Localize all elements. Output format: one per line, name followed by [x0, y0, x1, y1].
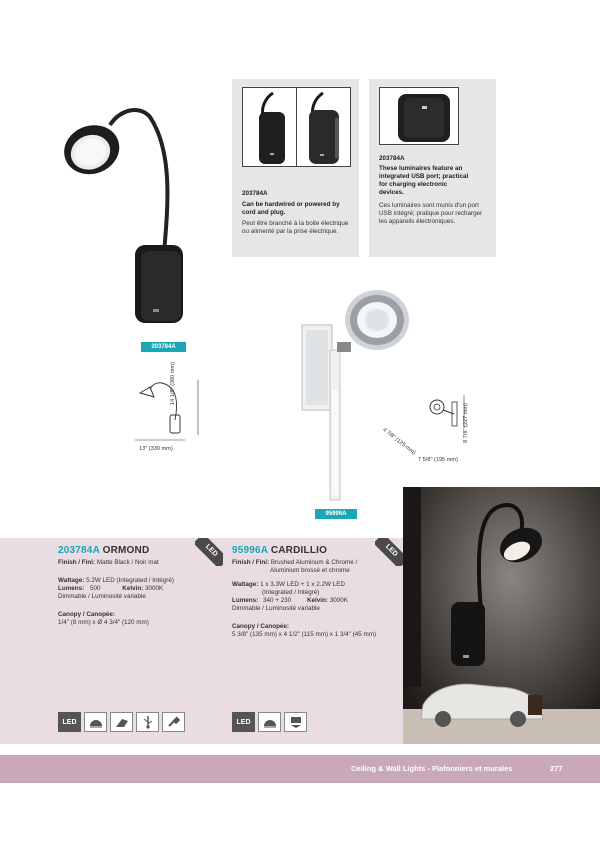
product1-canopy-label: Canopy / Canopée:: [58, 611, 116, 618]
product2-canopy-value: 5 3/8" (135 mm) x 4 1/2" (115 mm) x 1 3/4" (45 mm): [232, 631, 377, 638]
product2-lumens-label: Lumens:: [232, 597, 259, 604]
dimmer-icon: [258, 712, 281, 732]
product1-name: ORMOND: [102, 545, 150, 556]
product1-title: [58, 545, 208, 556]
product2-finish-value2: Aluminium brossé et chrome: [270, 567, 350, 574]
product1-dimmable: Dimmable / Luminosité variable: [58, 593, 146, 600]
product2-wattage-value: 1 x 3.3W LED + 1 x 2.2W LED: [260, 581, 345, 588]
product2-lumens-value: 340 + 230: [263, 597, 292, 604]
ormond-width-dimension: 13" (330 mm): [139, 446, 173, 452]
product1-lumens-value: 500: [90, 585, 101, 592]
product2-finish-label: Finish / Fini:: [232, 559, 270, 566]
led-icon: LED: [232, 712, 255, 732]
product2-finish-value: Brushed Aluminum & Chrome /: [270, 559, 358, 566]
product1-kelvin-label: Kelvin:: [122, 585, 144, 592]
product1-section: [58, 545, 208, 627]
product2-wattage-value2: (Integrated / Intégré): [262, 589, 320, 596]
product2-name: CARDILLIO: [270, 545, 328, 556]
product2-canopy-label: Canopy / Canopée:: [232, 623, 290, 630]
hardwire-info-box: [232, 79, 359, 257]
product1-wattage-value: 5.2W LED (Integrated / Intégré): [86, 577, 174, 584]
product2-wattage: [232, 581, 392, 589]
product1-icons: [58, 712, 185, 732]
product1-lumens-label: Lumens:: [58, 585, 85, 592]
hardwire-code: 203784A: [242, 190, 268, 197]
product2-title: [232, 545, 392, 556]
ormond-height-dimension: 14 1/8" (360 mm): [170, 361, 176, 405]
product1-finish-value: Matte Black / Noir mat: [96, 559, 159, 566]
hardwire-text-fr: Peut être branché à la boite électrique ou alimenté par la prise électrique.: [242, 220, 349, 235]
cardillio-depth-dimension: 4 7/8" (125 mm): [381, 427, 417, 457]
product1-lumens-row: [58, 585, 208, 593]
cardillio-lamp-image: [290, 280, 420, 505]
product2-led-badge: LED: [375, 538, 403, 566]
product2-code: 95996A: [232, 545, 268, 556]
usb-code: 203784A: [379, 155, 405, 162]
product2-wattage-label: Wattage:: [232, 581, 259, 588]
usb-photo-frame: [379, 87, 459, 145]
product1-canopy-value: 1/4" (8 mm) x Ø 4 3/4" (120 mm): [58, 619, 149, 626]
cardillio-height-dimension: 8 7/8" (227 mm): [463, 403, 469, 443]
product2-section: [232, 545, 392, 639]
product1-wattage-label: Wattage:: [58, 577, 85, 584]
product2-finish: [232, 559, 392, 567]
product2-icons: [232, 712, 307, 732]
product1-finish: [58, 559, 208, 567]
wall-mount-icon: [284, 712, 307, 732]
usb-info-box: [369, 79, 496, 257]
footer-section-title: Ceiling & Wall Lights - Plafonniers et murales: [351, 764, 513, 773]
product1-code: 203784A: [58, 545, 100, 556]
hardwire-text-en: Can be hardwired or powered by cord and plug.: [242, 201, 340, 216]
cardillio-width-dimension: 7 5/8" (195 mm): [418, 457, 458, 463]
product2-kelvin-value: 3000K: [329, 597, 348, 604]
ormond-lamp-image: [55, 95, 205, 345]
product2-kelvin-label: Kelvin:: [306, 597, 328, 604]
hardwire-photo-frame: [242, 87, 351, 167]
plug-icon: [162, 712, 185, 732]
product1-wattage: [58, 577, 208, 585]
dimmer-icon: [84, 712, 107, 732]
ormond-image-label: 203784A: [141, 342, 186, 352]
product2-lumens-row: [232, 597, 392, 605]
product1-led-badge: LED: [195, 538, 223, 566]
product2-dimmable: Dimmable / Luminosité variable: [232, 605, 320, 612]
usb-text-fr: Ces luminaires sont munis d'un port USB intégré; pratique pour recharger les appareils électroniques.: [379, 202, 483, 225]
product1-kelvin-value: 3000K: [145, 585, 164, 592]
room-photo: [403, 487, 600, 744]
wall-mount-icon: [110, 712, 133, 732]
page-number: 277: [550, 764, 563, 773]
product1-finish-label: Finish / Fini:: [58, 559, 96, 566]
cardillio-image-label: 95996A: [315, 509, 357, 519]
led-icon: LED: [58, 712, 81, 732]
usb-icon: [136, 712, 159, 732]
usb-text-en: These luminaires feature an integrated USB port; practical for charging electronic devices.: [379, 165, 469, 196]
